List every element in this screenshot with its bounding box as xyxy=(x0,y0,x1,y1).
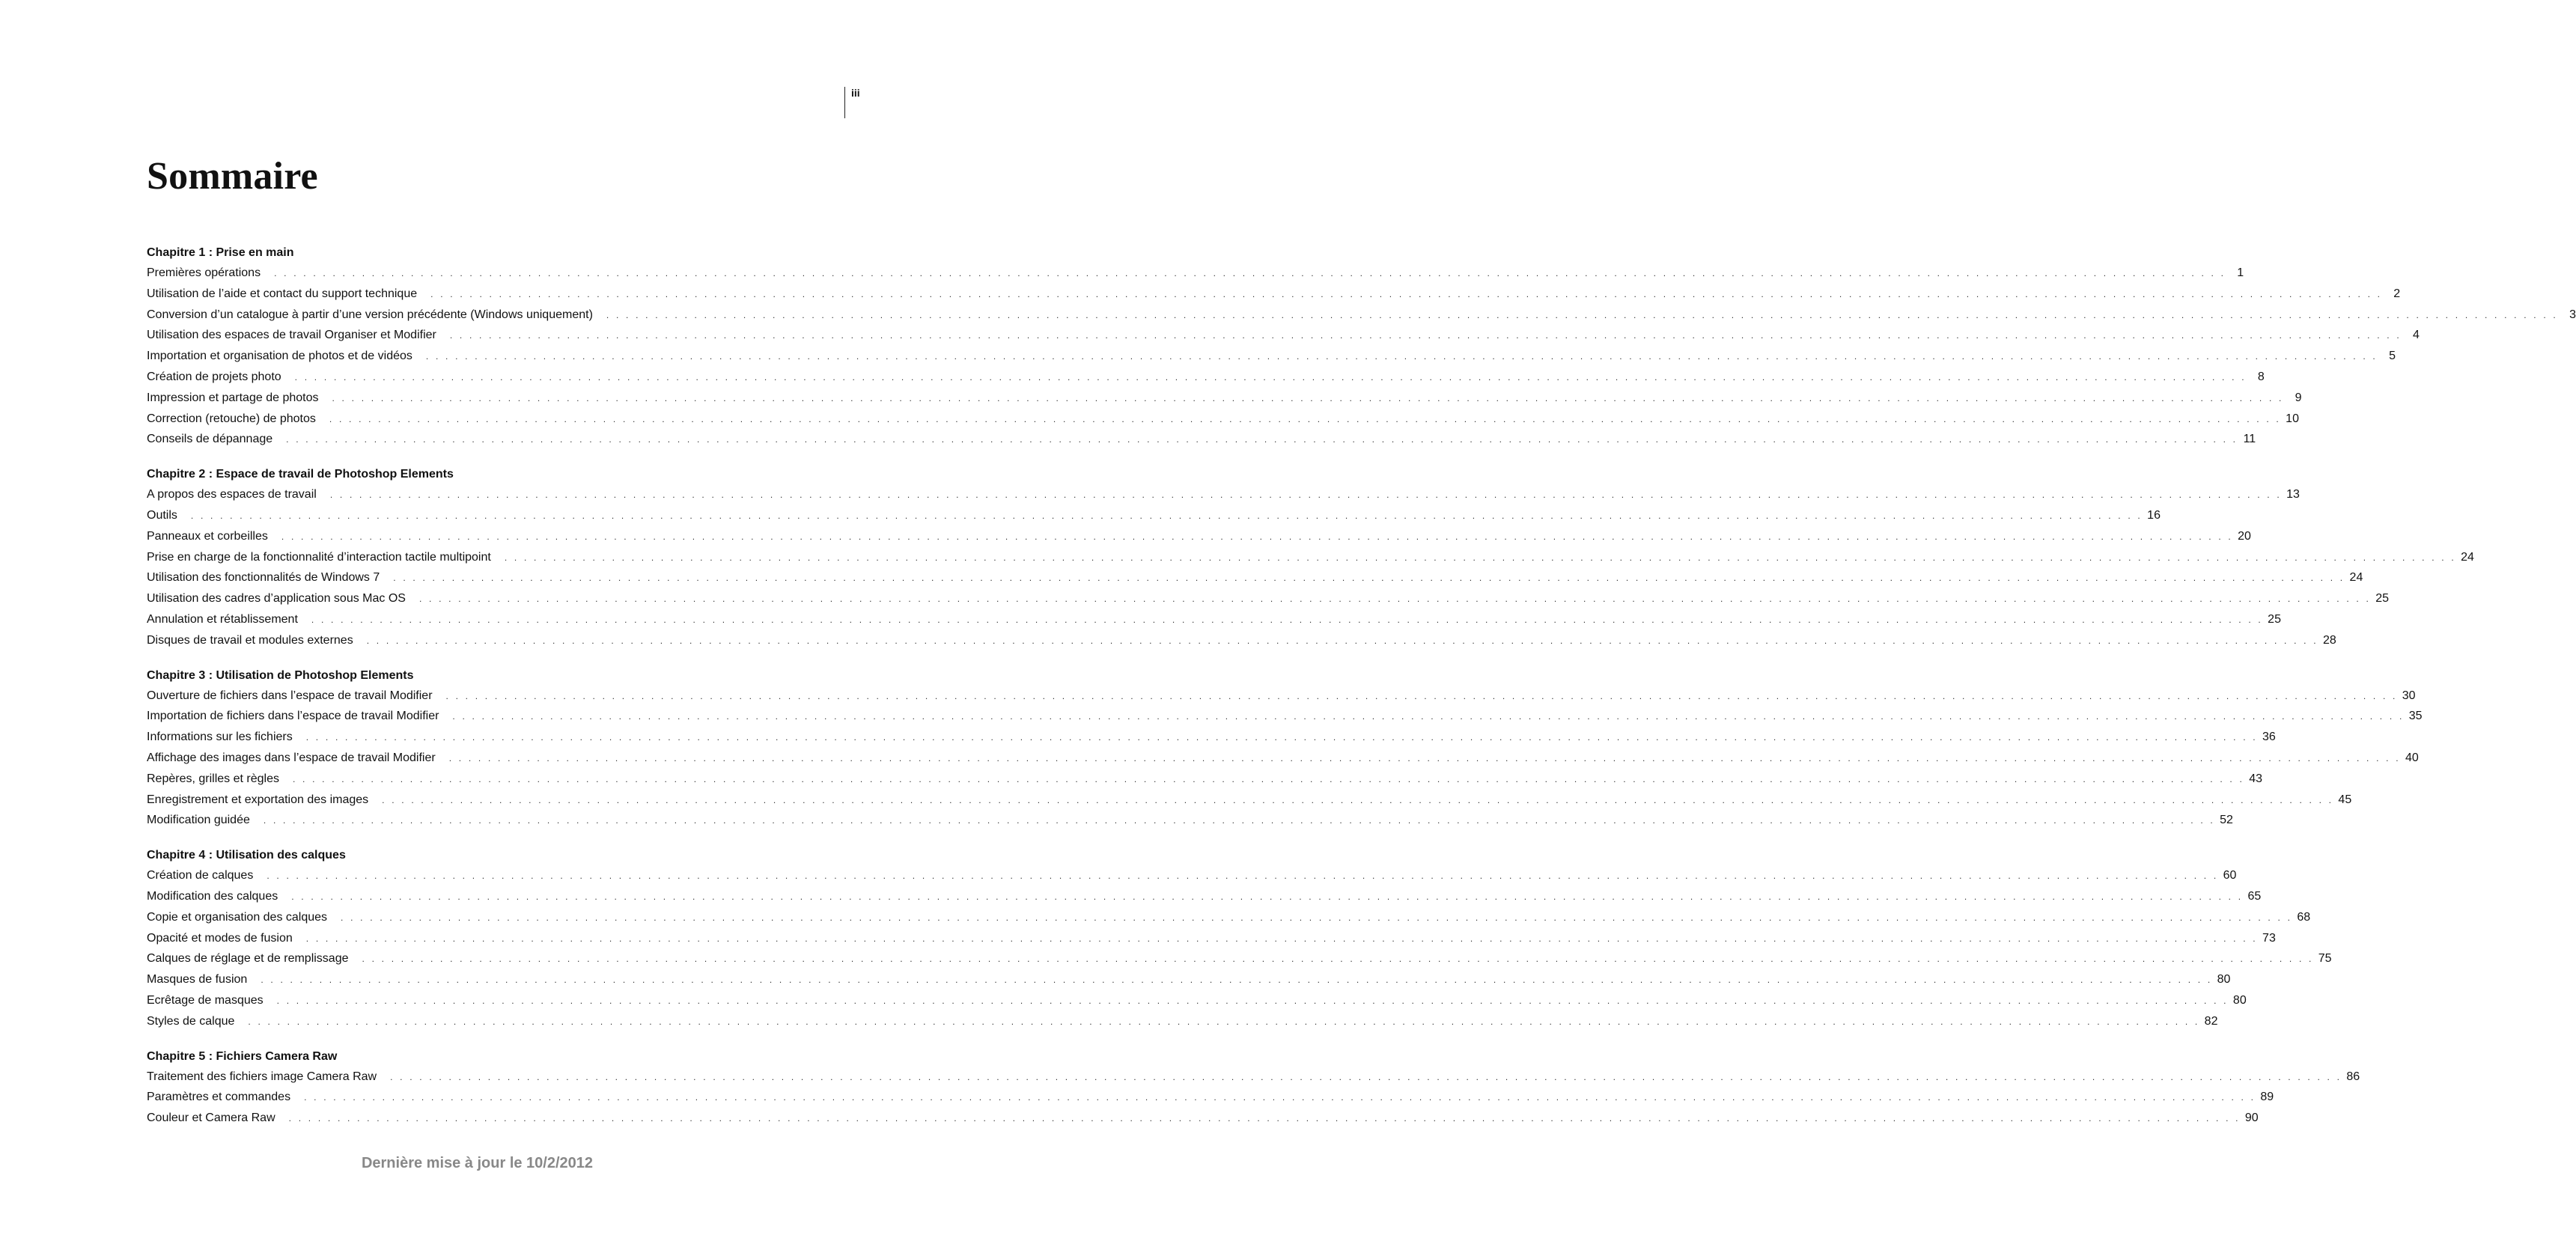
toc-entry[interactable] xyxy=(147,284,2401,305)
dot-leader: . . . . . . . . . . . . . . . . . . . . . . . . . . . . . . . . . . . . . . . . . . . . . . . . . . . . . . . . . . . . . . . . . . . . . . . . . . . . . . . . . . . . . . . . . . . . . . . . . . . . . . . . . . . . . . . . . . . . . . . . . . . . . . . . . . . . . . . . . . . . . . . . . . . . . . . . . . . . . . . . . . . . . . . . . . . . . . . . . . . . . . . . . . . . . . . . . . . . . . . . xyxy=(276,995,2229,1006)
toc-entry[interactable] xyxy=(147,727,2276,748)
toc-entry-label: Affichage des images dans l’espace de travail Modifier xyxy=(147,751,436,764)
chapter-heading[interactable]: Chapitre 2 : Espace de travail de Photoshop Elements xyxy=(147,468,454,481)
toc-entry-label: Repères, grilles et règles xyxy=(147,772,279,785)
toc-entry-label: Outils xyxy=(147,508,177,522)
page-number-rule xyxy=(844,87,845,118)
toc-entry[interactable] xyxy=(147,1108,2259,1129)
toc-entry[interactable] xyxy=(147,748,2419,769)
toc-entry-label: Utilisation des fonctionnalités de Windows 7 xyxy=(147,571,380,585)
toc-entry-label: Conversion d’un catalogue à partir d’une version précédente (Windows uniquement) xyxy=(147,308,593,321)
toc-entry[interactable] xyxy=(147,526,2251,547)
dot-leader: . . . . . . . . . . . . . . . . . . . . . . . . . . . . . . . . . . . . . . . . . . . . . . . . . . . . . . . . . . . . . . . . . . . . . . . . . . . . . . . . . . . . . . . . . . . . . . . . . . . . . . . . . . . . . . . . . . . . . . . . . . . . . . . . . . . . . . . . . . . . . . . . . . . . . . . . . . . . . . . . . . . . . . . . . . . . . . . . . . . . . . . . . . . . . . . . . . . . . . . . xyxy=(304,1092,2256,1103)
toc-entry[interactable] xyxy=(147,969,2231,990)
toc-entry-page-number: 1 xyxy=(2237,266,2244,279)
toc-chapter xyxy=(147,665,2423,832)
dot-leader: . . . . . . . . . . . . . . . . . . . . . . . . . . . . . . . . . . . . . . . . . . . . . . . . . . . . . . . . . . . . . . . . . . . . . . . . . . . . . . . . . . . . . . . . . . . . . . . . . . . . . . . . . . . . . . . . . . . . . . . . . . . . . . . . . . . . . . . . . . . . . . . . . . . . . . . . . . . . . . . . . . . . . . . . . . . . . . . . . . . . . . . . . . . . . . . . . . . . . . . . xyxy=(341,912,2293,923)
toc-entry-label: Modification guidée xyxy=(147,814,250,827)
dot-leader: . . . . . . . . . . . . . . . . . . . . . . . . . . . . . . . . . . . . . . . . . . . . . . . . . . . . . . . . . . . . . . . . . . . . . . . . . . . . . . . . . . . . . . . . . . . . . . . . . . . . . . . . . . . . . . . . . . . . . . . . . . . . . . . . . . . . . . . . . . . . . . . . . . . . . . . . . . . . . . . . . . . . . . . . . . . . . . . . . . . . . . . . . . . . . . . . . . . . . . . . xyxy=(329,413,2281,424)
toc-entry-page-number: 2 xyxy=(2393,287,2401,300)
toc-entry[interactable] xyxy=(147,865,2237,886)
toc-entry[interactable] xyxy=(147,810,2233,831)
toc-entry-page-number: 10 xyxy=(2286,412,2299,425)
toc-entry-page-number: 4 xyxy=(2413,329,2420,342)
dot-leader: . . . . . . . . . . . . . . . . . . . . . . . . . . . . . . . . . . . . . . . . . . . . . . . . . . . . . . . . . . . . . . . . . . . . . . . . . . . . . . . . . . . . . . . . . . . . . . . . . . . . . . . . . . . . . . . . . . . . . . . . . . . . . . . . . . . . . . . . . . . . . . . . . . . . . . . . . . . . . . . . . . . . . . . . . . . . . . . . . . . . . . . . . . . . . . . . . . . . . . . . xyxy=(288,1113,2241,1124)
toc-entry[interactable] xyxy=(147,706,2423,727)
toc-entry[interactable] xyxy=(147,990,2247,1011)
dot-leader: . . . . . . . . . . . . . . . . . . . . . . . . . . . . . . . . . . . . . . . . . . . . . . . . . . . . . . . . . . . . . . . . . . . . . . . . . . . . . . . . . . . . . . . . . . . . . . . . . . . . . . . . . . . . . . . . . . . . . . . . . . . . . . . . . . . . . . . . . . . . . . . . . . . . . . . . . . . . . . . . . . . . . . . . . . . . . . . . . . . . . . . . . . . . . . . . . . . . . . . . xyxy=(248,1016,2200,1027)
toc-entry[interactable] xyxy=(147,484,2300,505)
toc-entry-page-number: 35 xyxy=(2408,710,2423,723)
toc-entry[interactable] xyxy=(147,609,2281,630)
toc-entry-label: Création de calques xyxy=(147,869,254,882)
toc-entry[interactable] xyxy=(147,409,2299,430)
toc-entry-page-number: 90 xyxy=(2244,1112,2259,1125)
toc-entry[interactable] xyxy=(147,948,2332,969)
dot-leader: . . . . . . . . . . . . . . . . . . . . . . . . . . . . . . . . . . . . . . . . . . . . . . . . . . . . . . . . . . . . . . . . . . . . . . . . . . . . . . . . . . . . . . . . . . . . . . . . . . . . . . . . . . . . . . . . . . . . . . . . . . . . . . . . . . . . . . . . . . . . . . . . . . . . . . . . . . . . . . . . . . . . . . . . . . . . . . . . . . . . . . . . . . . . . . . . . . . . . . . . xyxy=(291,891,2244,902)
toc-entry[interactable] xyxy=(147,886,2262,907)
chapter-heading[interactable]: Chapitre 5 : Fichiers Camera Raw xyxy=(147,1049,338,1063)
dot-leader: . . . . . . . . . . . . . . . . . . . . . . . . . . . . . . . . . . . . . . . . . . . . . . . . . . . . . . . . . . . . . . . . . . . . . . . . . . . . . . . . . . . . . . . . . . . . . . . . . . . . . . . . . . . . . . . . . . . . . . . . . . . . . . . . . . . . . . . . . . . . . . . . . . . . . . . . . . . . . . . . . . . . . . . . . . . . . . . . . . . . . . . . . . . . . . . . . . . . . . . . xyxy=(267,870,2219,882)
toc-entry[interactable] xyxy=(147,325,2420,346)
toc-chapter xyxy=(147,464,2474,650)
toc-entry[interactable] xyxy=(147,686,2416,707)
toc-entry-label: Prise en charge de la fonctionnalité d’interaction tactile multipoint xyxy=(147,550,491,564)
toc-entry-label: Calques de réglage et de remplissage xyxy=(147,952,349,966)
page-title: Sommaire xyxy=(147,155,318,198)
toc-entry-label: Modification des calques xyxy=(147,889,278,903)
toc-entry-label: Conseils de dépannage xyxy=(147,433,273,446)
toc-entry[interactable] xyxy=(147,567,2363,588)
toc-entry[interactable] xyxy=(147,1011,2218,1032)
dot-leader: . . . . . . . . . . . . . . . . . . . . . . . . . . . . . . . . . . . . . . . . . . . . . . . . . . . . . . . . . . . . . . . . . . . . . . . . . . . . . . . . . . . . . . . . . . . . . . . . . . . . . . . . . . . . . . . . . . . . . . . . . . . . . . . . . . . . . . . . . . . . . . . . . . . . . . . . . . . . . . . . . . . . . . . . . . . . . . . . . . . . . . . . . . . . . . . . . . . . . . . . xyxy=(286,434,2238,445)
toc-entry-label: Couleur et Camera Raw xyxy=(147,1112,275,1125)
toc-entry-page-number: 30 xyxy=(2402,689,2416,702)
toc-entry[interactable] xyxy=(147,305,2576,326)
dot-leader: . . . . . . . . . . . . . . . . . . . . . . . . . . . . . . . . . . . . . . . . . . . . . . . . . . . . . . . . . . . . . . . . . . . . . . . . . . . . . . . . . . . . . . . . . . . . . . . . . . . . . . . . . . . . . . . . . . . . . . . . . . . . . . . . . . . . . . . . . . . . . . . . . . . . . . . . . . . . . . . . . . . . . . . . . . . . . . . . . . . . . . . . . . . . . . . . . . . . . . . . xyxy=(390,1071,2342,1082)
toc-entry-page-number: 3 xyxy=(2569,308,2576,321)
footer-last-updated: Dernière mise à jour le 10/2/2012 xyxy=(361,1155,594,1171)
dot-leader: . . . . . . . . . . . . . . . . . . . . . . . . . . . . . . . . . . . . . . . . . . . . . . . . . . . . . . . . . . . . . . . . . . . . . . . . . . . . . . . . . . . . . . . . . . . . . . . . . . . . . . . . . . . . . . . . . . . . . . . . . . . . . . . . . . . . . . . . . . . . . . . . . . . . . . . . . . . . . . . . . . . . . . . . . . . . . . . . . . . . . . . . . . . . . . . . . . . . . . . . xyxy=(430,288,2383,299)
toc-entry-label: Traitement des fichiers image Camera Raw xyxy=(147,1070,377,1083)
toc-entry-label: Styles de calque xyxy=(147,1014,235,1028)
dot-leader: . . . . . . . . . . . . . . . . . . . . . . . . . . . . . . . . . . . . . . . . . . . . . . . . . . . . . . . . . . . . . . . . . . . . . . . . . . . . . . . . . . . . . . . . . . . . . . . . . . . . . . . . . . . . . . . . . . . . . . . . . . . . . . . . . . . . . . . . . . . . . . . . . . . . . . . . . . . . . . . . . . . . . . . . . . . . . . . . . . . . . . . . . . . . . . . . . . . . . . . . xyxy=(504,552,2456,563)
dot-leader: . . . . . . . . . . . . . . . . . . . . . . . . . . . . . . . . . . . . . . . . . . . . . . . . . . . . . . . . . . . . . . . . . . . . . . . . . . . . . . . . . . . . . . . . . . . . . . . . . . . . . . . . . . . . . . . . . . . . . . . . . . . . . . . . . . . . . . . . . . . . . . . . . . . . . . . . . . . . . . . . . . . . . . . . . . . . . . . . . . . . . . . . . . . . . . . . . . . . . . . . xyxy=(418,594,2372,605)
toc-entry[interactable] xyxy=(147,505,2161,526)
toc-entry[interactable] xyxy=(147,769,2263,790)
toc-entry-page-number: 80 xyxy=(2217,973,2231,987)
toc-entry-page-number: 11 xyxy=(2243,433,2256,446)
toc-entry-page-number: 52 xyxy=(2220,814,2233,827)
dot-leader: . . . . . . . . . . . . . . . . . . . . . . . . . . . . . . . . . . . . . . . . . . . . . . . . . . . . . . . . . . . . . . . . . . . . . . . . . . . . . . . . . . . . . . . . . . . . . . . . . . . . . . . . . . . . . . . . . . . . . . . . . . . . . . . . . . . . . . . . . . . . . . . . . . . . . . . . . . . . . . . . . . . . . . . . . . . . . . . . . . . . . . . . . . . . . . . . . . . . . . . . xyxy=(294,371,2247,382)
toc-entry-label: Paramètres et commandes xyxy=(147,1091,291,1104)
toc-entry[interactable] xyxy=(147,346,2396,367)
toc-entry-page-number: 28 xyxy=(2322,633,2336,647)
chapter-heading[interactable]: Chapitre 1 : Prise en main xyxy=(147,246,294,259)
toc-entry-page-number: 75 xyxy=(2318,952,2332,966)
dot-leader: . . . . . . . . . . . . . . . . . . . . . . . . . . . . . . . . . . . . . . . . . . . . . . . . . . . . . . . . . . . . . . . . . . . . . . . . . . . . . . . . . . . . . . . . . . . . . . . . . . . . . . . . . . . . . . . . . . . . . . . . . . . . . . . . . . . . . . . . . . . . . . . . . . . . . . . . . . . . . . . . . . . . . . . . . . . . . . . . . . . . . . . . . . . . . . . . . . . . . . . . xyxy=(449,330,2402,341)
toc-entry-label: Disques de travail et modules externes xyxy=(147,633,353,647)
toc-entry[interactable] xyxy=(147,630,2336,651)
toc-entry-label: Impression et partage de photos xyxy=(147,391,319,404)
toc-entry[interactable] xyxy=(147,263,2244,284)
dot-leader: . . . . . . . . . . . . . . . . . . . . . . . . . . . . . . . . . . . . . . . . . . . . . . . . . . . . . . . . . . . . . . . . . . . . . . . . . . . . . . . . . . . . . . . . . . . . . . . . . . . . . . . . . . . . . . . . . . . . . . . . . . . . . . . . . . . . . . . . . . . . . . . . . . . . . . . . . . . . . . . . . . . . . . . . . . . . . . . . . . . . . . . . . . . . . . . . . . . . . . . . xyxy=(261,975,2213,986)
toc-entry-page-number: 13 xyxy=(2286,488,2300,501)
toc-entry[interactable] xyxy=(147,547,2474,568)
toc-entry-page-number: 45 xyxy=(2338,793,2352,806)
toc-entry-page-number: 5 xyxy=(2389,350,2396,363)
toc-entry-label: Informations sur les fichiers xyxy=(147,731,293,744)
chapter-heading[interactable]: Chapitre 3 : Utilisation de Photoshop Elements xyxy=(147,668,414,682)
dot-leader: . . . . . . . . . . . . . . . . . . . . . . . . . . . . . . . . . . . . . . . . . . . . . . . . . . . . . . . . . . . . . . . . . . . . . . . . . . . . . . . . . . . . . . . . . . . . . . . . . . . . . . . . . . . . . . . . . . . . . . . . . . . . . . . . . . . . . . . . . . . . . . . . . . . . . . . . . . . . . . . . . . . . . . . . . . . . . . . . . . . . . . . . . . . . . . . . . . . . . . . . xyxy=(281,531,2233,542)
toc-entry-label: Opacité et modes de fusion xyxy=(147,931,293,945)
toc-entry-page-number: 86 xyxy=(2346,1070,2360,1083)
toc-entry-page-number: 25 xyxy=(2268,612,2281,626)
dot-leader: . . . . . . . . . . . . . . . . . . . . . . . . . . . . . . . . . . . . . . . . . . . . . . . . . . . . . . . . . . . . . . . . . . . . . . . . . . . . . . . . . . . . . . . . . . . . . . . . . . . . . . . . . . . . . . . . . . . . . . . . . . . . . . . . . . . . . . . . . . . . . . . . . . . . . . . . . . . . . . . . . . . . . . . . . . . . . . . . . . . . . . . . . . . . . . . . . . . . . . . . xyxy=(263,815,2215,826)
dot-leader: . . . . . . . . . . . . . . . . . . . . . . . . . . . . . . . . . . . . . . . . . . . . . . . . . . . . . . . . . . . . . . . . . . . . . . . . . . . . . . . . . . . . . . . . . . . . . . . . . . . . . . . . . . . . . . . . . . . . . . . . . . . . . . . . . . . . . . . . . . . . . . . . . . . . . . . . . . . . . . . . . . . . . . . . . . . . . . . . . . . . . . . . . . . . . . . . . . . . . . . . xyxy=(382,794,2334,805)
table-of-contents xyxy=(147,243,2576,1143)
dot-leader: . . . . . . . . . . . . . . . . . . . . . . . . . . . . . . . . . . . . . . . . . . . . . . . . . . . . . . . . . . . . . . . . . . . . . . . . . . . . . . . . . . . . . . . . . . . . . . . . . . . . . . . . . . . . . . . . . . . . . . . . . . . . . . . . . . . . . . . . . . . . . . . . . . . . . . . . . . . . . . . . . . . . . . . . . . . . . . . . . . . . . . . . . . . . . . . . . . . . . . . . xyxy=(332,392,2284,403)
dot-leader: . . . . . . . . . . . . . . . . . . . . . . . . . . . . . . . . . . . . . . . . . . . . . . . . . . . . . . . . . . . . . . . . . . . . . . . . . . . . . . . . . . . . . . . . . . . . . . . . . . . . . . . . . . . . . . . . . . . . . . . . . . . . . . . . . . . . . . . . . . . . . . . . . . . . . . . . . . . . . . . . . . . . . . . . . . . . . . . . . . . . . . . . . . . . . . . . . . . . . . . . xyxy=(366,635,2318,646)
toc-entry-page-number: 16 xyxy=(2147,508,2161,522)
toc-entry-label: Copie et organisation des calques xyxy=(147,910,328,924)
toc-entry-page-number: 43 xyxy=(2249,772,2263,785)
toc-entry-label: Enregistrement et exportation des images xyxy=(147,793,369,806)
toc-entry-page-number: 24 xyxy=(2349,571,2363,585)
toc-entry[interactable] xyxy=(147,907,2311,928)
toc-entry-label: Panneaux et corbeilles xyxy=(147,529,268,543)
dot-leader: . . . . . . . . . . . . . . . . . . . . . . . . . . . . . . . . . . . . . . . . . . . . . . . . . . . . . . . . . . . . . . . . . . . . . . . . . . . . . . . . . . . . . . . . . . . . . . . . . . . . . . . . . . . . . . . . . . . . . . . . . . . . . . . . . . . . . . . . . . . . . . . . . . . . . . . . . . . . . . . . . . . . . . . . . . . . . . . . . . . . . . . . . . . . . . . . . . . . . . . . xyxy=(448,752,2401,763)
dot-leader: . . . . . . . . . . . . . . . . . . . . . . . . . . . . . . . . . . . . . . . . . . . . . . . . . . . . . . . . . . . . . . . . . . . . . . . . . . . . . . . . . . . . . . . . . . . . . . . . . . . . . . . . . . . . . . . . . . . . . . . . . . . . . . . . . . . . . . . . . . . . . . . . . . . . . . . . . . . . . . . . . . . . . . . . . . . . . . . . . . . . . . . . . . . . . . . . . . . . . . . . xyxy=(393,573,2345,584)
toc-entry-label: Correction (retouche) de photos xyxy=(147,412,316,425)
toc-chapter xyxy=(147,845,2332,1031)
toc-entry-page-number: 24 xyxy=(2461,550,2474,564)
toc-entry-label: Ouverture de fichiers dans l’espace de travail Modifier xyxy=(147,689,433,702)
dot-leader: . . . . . . . . . . . . . . . . . . . . . . . . . . . . . . . . . . . . . . . . . . . . . . . . . . . . . . . . . . . . . . . . . . . . . . . . . . . . . . . . . . . . . . . . . . . . . . . . . . . . . . . . . . . . . . . . . . . . . . . . . . . . . . . . . . . . . . . . . . . . . . . . . . . . . . . . . . . . . . . . . . . . . . . . . . . . . . . . . . . . . . . . . . . . . . . . . . . . . . . . xyxy=(362,954,2314,965)
toc-entry-page-number: 36 xyxy=(2262,731,2276,744)
page-number: iii xyxy=(851,87,860,99)
toc-entry[interactable] xyxy=(147,367,2265,388)
toc-entry-label: Utilisation des cadres d’application sous Mac OS xyxy=(147,592,406,606)
toc-entry[interactable] xyxy=(147,429,2256,450)
toc-entry-page-number: 25 xyxy=(2375,592,2390,606)
toc-entry-page-number: 73 xyxy=(2262,931,2276,945)
toc-entry-page-number: 40 xyxy=(2405,751,2419,764)
toc-entry-label: Ecrêtage de masques xyxy=(147,993,264,1007)
dot-leader: . . . . . . . . . . . . . . . . . . . . . . . . . . . . . . . . . . . . . . . . . . . . . . . . . . . . . . . . . . . . . . . . . . . . . . . . . . . . . . . . . . . . . . . . . . . . . . . . . . . . . . . . . . . . . . . . . . . . . . . . . . . . . . . . . . . . . . . . . . . . . . . . . . . . . . . . . . . . . . . . . . . . . . . . . . . . . . . . . . . . . . . . . . . . . . . . . . . . . . . . xyxy=(452,711,2405,722)
toc-entry-page-number: 60 xyxy=(2223,869,2237,882)
toc-entry-label: Importation et organisation de photos et de vidéos xyxy=(147,350,412,363)
dot-leader: . . . . . . . . . . . . . . . . . . . . . . . . . . . . . . . . . . . . . . . . . . . . . . . . . . . . . . . . . . . . . . . . . . . . . . . . . . . . . . . . . . . . . . . . . . . . . . . . . . . . . . . . . . . . . . . . . . . . . . . . . . . . . . . . . . . . . . . . . . . . . . . . . . . . . . . . . . . . . . . . . . . . . . . . . . . . . . . . . . . . . . . . . . . . . . . . . . . . . . . . xyxy=(292,773,2245,784)
toc-entry-label: Masques de fusion xyxy=(147,973,248,987)
toc-entry[interactable] xyxy=(147,388,2302,409)
toc-entry-label: A propos des espaces de travail xyxy=(147,488,317,501)
dot-leader: . . . . . . . . . . . . . . . . . . . . . . . . . . . . . . . . . . . . . . . . . . . . . . . . . . . . . . . . . . . . . . . . . . . . . . . . . . . . . . . . . . . . . . . . . . . . . . . . . . . . . . . . . . . . . . . . . . . . . . . . . . . . . . . . . . . . . . . . . . . . . . . . . . . . . . . . . . . . . . . . . . . . . . . . . . . . . . . . . . . . . . . . . . . . . . . . . . . . . . . . xyxy=(445,690,2398,701)
toc-entry-page-number: 65 xyxy=(2247,889,2262,903)
toc-entry[interactable] xyxy=(147,1067,2360,1088)
toc-entry-page-number: 20 xyxy=(2238,529,2251,543)
dot-leader: . . . . . . . . . . . . . . . . . . . . . . . . . . . . . . . . . . . . . . . . . . . . . . . . . . . . . . . . . . . . . . . . . . . . . . . . . . . . . . . . . . . . . . . . . . . . . . . . . . . . . . . . . . . . . . . . . . . . . . . . . . . . . . . . . . . . . . . . . . . . . . . . . . . . . . . . . . . . . . . . . . . . . . . . . . . . . . . . . . . . . . . . . . . . . . . . . . . . . . . . xyxy=(190,510,2143,521)
toc-entry-page-number: 82 xyxy=(2204,1014,2218,1028)
dot-leader: . . . . . . . . . . . . . . . . . . . . . . . . . . . . . . . . . . . . . . . . . . . . . . . . . . . . . . . . . . . . . . . . . . . . . . . . . . . . . . . . . . . . . . . . . . . . . . . . . . . . . . . . . . . . . . . . . . . . . . . . . . . . . . . . . . . . . . . . . . . . . . . . . . . . . . . . . . . . . . . . . . . . . . . . . . . . . . . . . . . . . . . . . . . . . . . . . . . . . . . . xyxy=(305,933,2258,944)
toc-entry-page-number: 8 xyxy=(2257,370,2265,383)
toc-entry-label: Création de projets photo xyxy=(147,370,281,383)
toc-entry-page-number: 89 xyxy=(2260,1091,2274,1104)
toc-entry[interactable] xyxy=(147,1087,2274,1108)
chapter-heading[interactable]: Chapitre 4 : Utilisation des calques xyxy=(147,849,346,862)
toc-entry-page-number: 9 xyxy=(2295,391,2302,404)
toc-entry-label: Utilisation de l’aide et contact du support technique xyxy=(147,287,418,300)
toc-entry-label: Importation de fichiers dans l’espace de travail Modifier xyxy=(147,710,439,723)
toc-entry-label: Annulation et rétablissement xyxy=(147,612,298,626)
toc-entry-label: Premières opérations xyxy=(147,266,261,279)
dot-leader: . . . . . . . . . . . . . . . . . . . . . . . . . . . . . . . . . . . . . . . . . . . . . . . . . . . . . . . . . . . . . . . . . . . . . . . . . . . . . . . . . . . . . . . . . . . . . . . . . . . . . . . . . . . . . . . . . . . . . . . . . . . . . . . . . . . . . . . . . . . . . . . . . . . . . . . . . . . . . . . . . . . . . . . . . . . . . . . . . . . . . . . . . . . . . . . . . . . . . . . . xyxy=(425,351,2378,362)
toc-chapter xyxy=(147,1046,2360,1129)
toc-entry[interactable] xyxy=(147,928,2276,949)
dot-leader: . . . . . . . . . . . . . . . . . . . . . . . . . . . . . . . . . . . . . . . . . . . . . . . . . . . . . . . . . . . . . . . . . . . . . . . . . . . . . . . . . . . . . . . . . . . . . . . . . . . . . . . . . . . . . . . . . . . . . . . . . . . . . . . . . . . . . . . . . . . . . . . . . . . . . . . . . . . . . . . . . . . . . . . . . . . . . . . . . . . . . . . . . . . . . . . . . . . . . . . . xyxy=(329,490,2282,501)
dot-leader: . . . . . . . . . . . . . . . . . . . . . . . . . . . . . . . . . . . . . . . . . . . . . . . . . . . . . . . . . . . . . . . . . . . . . . . . . . . . . . . . . . . . . . . . . . . . . . . . . . . . . . . . . . . . . . . . . . . . . . . . . . . . . . . . . . . . . . . . . . . . . . . . . . . . . . . . . . . . . . . . . . . . . . . . . . . . . . . . . . . . . . . . . . . . . . . . . . . . . . . . xyxy=(305,732,2258,743)
toc-entry-label: Utilisation des espaces de travail Organiser et Modifier xyxy=(147,329,436,342)
dot-leader: . . . . . . . . . . . . . . . . . . . . . . . . . . . . . . . . . . . . . . . . . . . . . . . . . . . . . . . . . . . . . . . . . . . . . . . . . . . . . . . . . . . . . . . . . . . . . . . . . . . . . . . . . . . . . . . . . . . . . . . . . . . . . . . . . . . . . . . . . . . . . . . . . . . . . . . . . . . . . . . . . . . . . . . . . . . . . . . . . . . . . . . . . . . . . . . . . . . . . . . . xyxy=(311,614,2263,625)
toc-entry-page-number: 80 xyxy=(2232,993,2247,1007)
dot-leader: . . . . . . . . . . . . . . . . . . . . . . . . . . . . . . . . . . . . . . . . . . . . . . . . . . . . . . . . . . . . . . . . . . . . . . . . . . . . . . . . . . . . . . . . . . . . . . . . . . . . . . . . . . . . . . . . . . . . . . . . . . . . . . . . . . . . . . . . . . . . . . . . . . . . . . . . . . . . . . . . . . . . . . . . . . . . . . . . . . . . . . . . . . . . . . . . . . . . . . . . xyxy=(606,309,2558,320)
toc-entry[interactable] xyxy=(147,790,2352,811)
dot-leader: . . . . . . . . . . . . . . . . . . . . . . . . . . . . . . . . . . . . . . . . . . . . . . . . . . . . . . . . . . . . . . . . . . . . . . . . . . . . . . . . . . . . . . . . . . . . . . . . . . . . . . . . . . . . . . . . . . . . . . . . . . . . . . . . . . . . . . . . . . . . . . . . . . . . . . . . . . . . . . . . . . . . . . . . . . . . . . . . . . . . . . . . . . . . . . . . . . . . . . . . xyxy=(274,268,2226,278)
toc-entry-page-number: 68 xyxy=(2297,910,2311,924)
toc-chapter xyxy=(147,243,2576,450)
toc-entry[interactable] xyxy=(147,588,2390,609)
